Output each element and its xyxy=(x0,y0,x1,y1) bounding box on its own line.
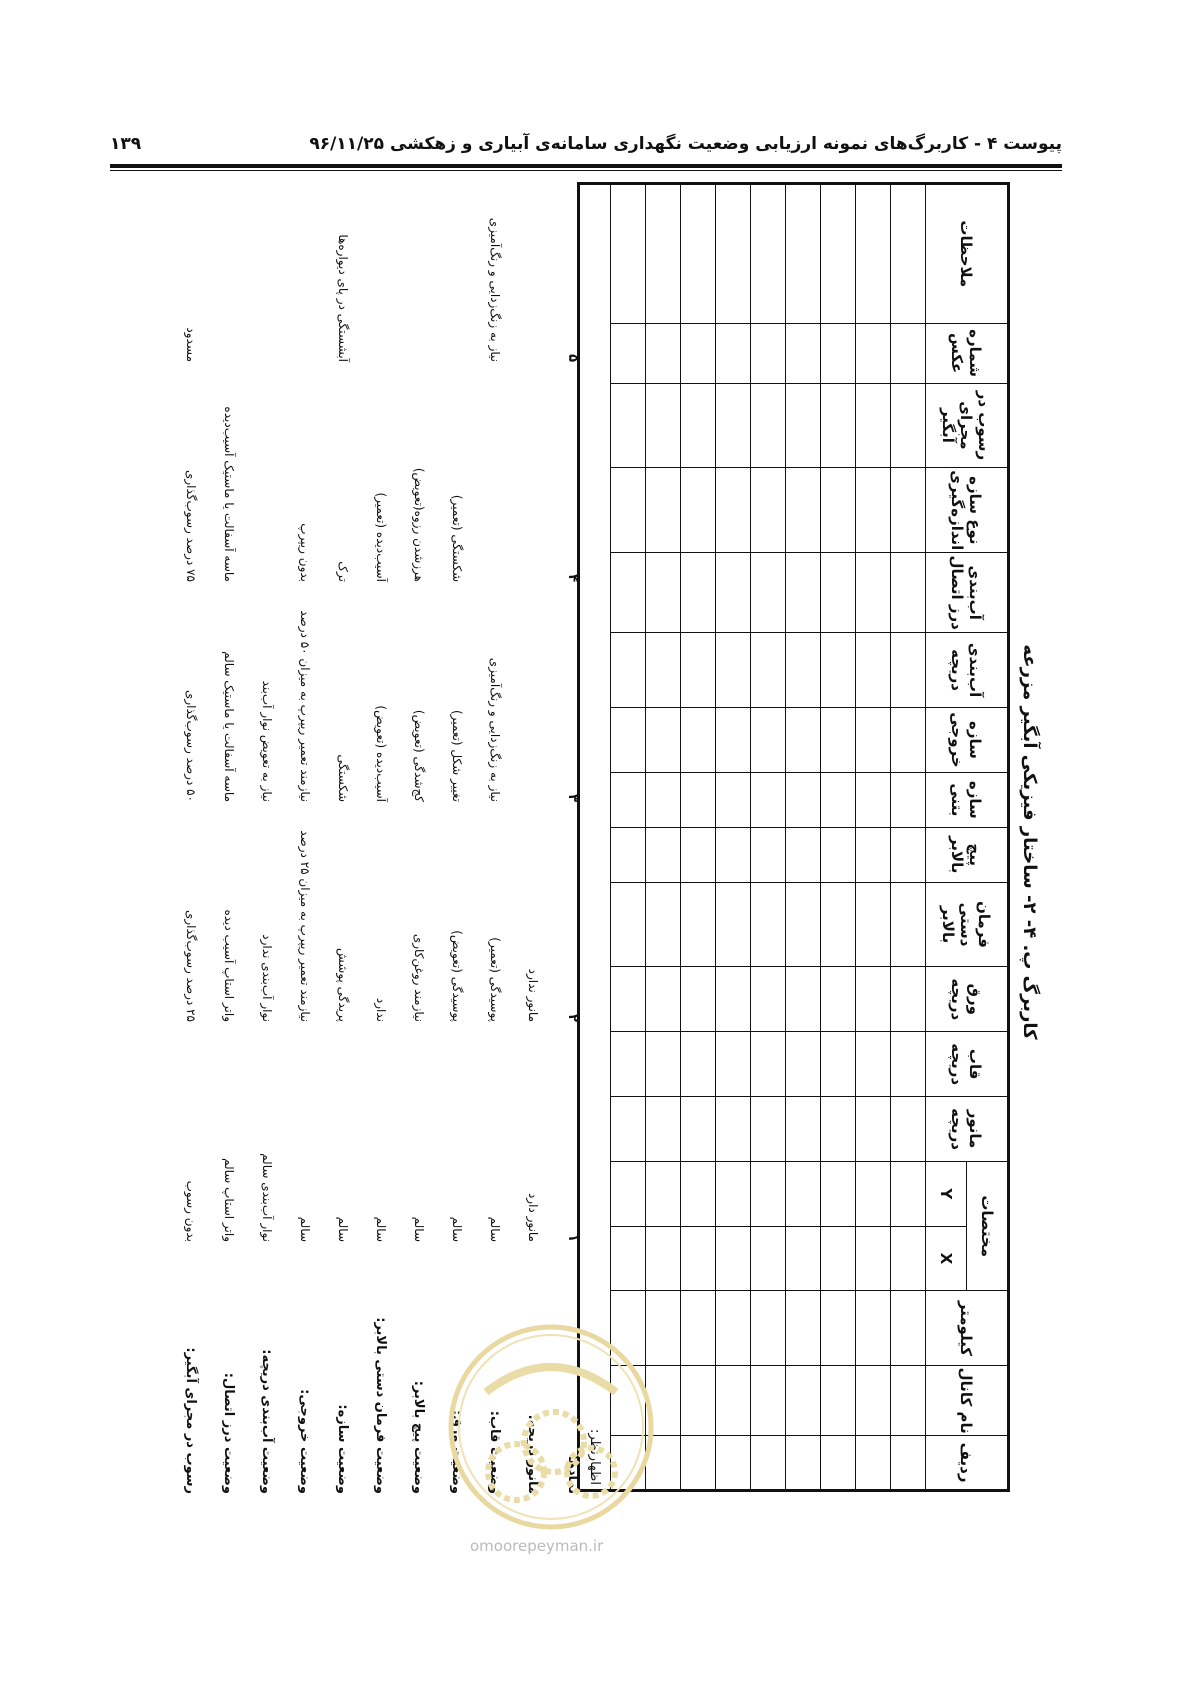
table-cell[interactable] xyxy=(891,1366,926,1436)
legend-row-label: وضعیت قاب: xyxy=(487,1410,502,1494)
legend-value: ماسه آسفالت یا ماستیک آسیب‌دیده xyxy=(222,406,236,582)
table-cell[interactable] xyxy=(751,1366,786,1436)
table-cell[interactable] xyxy=(856,1366,891,1436)
legend-value: بدون رسوب xyxy=(184,1180,198,1242)
table-cell[interactable] xyxy=(681,1226,716,1291)
legend-value: ماسه آسفالت یا ماستیک سالم xyxy=(222,651,236,802)
legend-value: آبشستگی در پای دیواره‌ها xyxy=(336,234,350,362)
legend-row xyxy=(396,182,426,1502)
legend-value: نوار آب‌بندی سالم xyxy=(260,1153,274,1242)
table-cell[interactable] xyxy=(821,882,856,967)
table-cell[interactable] xyxy=(716,1032,751,1097)
legend-value: پریدگی پوشش xyxy=(336,947,350,1022)
legend-num-5: ۵ xyxy=(565,354,580,362)
table-cell[interactable] xyxy=(681,1291,716,1366)
table-cell[interactable] xyxy=(646,184,681,324)
table-cell[interactable] xyxy=(681,882,716,967)
legend-row-label: رسوب در مجرای آبگیر: xyxy=(183,1347,198,1494)
table-cell[interactable] xyxy=(786,1097,821,1162)
table-cell[interactable] xyxy=(751,1032,786,1097)
table-cell[interactable] xyxy=(611,1097,646,1162)
table-cell[interactable] xyxy=(716,1097,751,1162)
legend-row-label: وضعیت پیچ بالابر: xyxy=(411,1380,426,1494)
table-cell[interactable] xyxy=(681,184,716,324)
legend-value: سالم xyxy=(488,1216,502,1242)
legend-value: سالم xyxy=(298,1216,312,1242)
col-canal-name: نام کانال xyxy=(926,1366,1009,1436)
table-cell[interactable] xyxy=(611,1161,646,1226)
table-cell[interactable] xyxy=(681,827,716,882)
legend-value: نیاز به تعویض نوار آب‌بند xyxy=(260,680,274,802)
table-cell[interactable] xyxy=(751,1097,786,1162)
legend-row-label: مانور دریچه: xyxy=(525,1414,540,1494)
legend-row-label: وضعیت ورق: xyxy=(449,1410,464,1494)
table-row xyxy=(611,184,646,1491)
table-cell[interactable] xyxy=(891,1032,926,1097)
table-cell[interactable] xyxy=(611,1226,646,1291)
table-cell[interactable] xyxy=(716,967,751,1032)
legend-row xyxy=(282,182,312,1502)
table-cell[interactable] xyxy=(646,468,681,553)
table-cell[interactable] xyxy=(681,553,716,633)
legend-value: ۷۵ درصد رسوب‌گذاری xyxy=(184,469,198,582)
table-cell[interactable] xyxy=(856,707,891,772)
table-cell[interactable] xyxy=(786,827,821,882)
table-cell[interactable] xyxy=(751,323,786,383)
table-cell[interactable] xyxy=(681,1032,716,1097)
legend-header xyxy=(550,182,580,1502)
table-cell[interactable] xyxy=(646,1097,681,1162)
legend-value: واتر استاپ سالم xyxy=(222,1157,236,1242)
col-measuring-structure: نوع سازه اندازه‌گیری xyxy=(926,468,1009,553)
table-cell[interactable] xyxy=(611,323,646,383)
table-cell[interactable] xyxy=(856,184,891,324)
legend-value: تغییر شکل (تعمیر) xyxy=(450,709,464,802)
table-cell[interactable] xyxy=(821,323,856,383)
table-cell[interactable] xyxy=(891,1097,926,1162)
table-cell[interactable] xyxy=(821,772,856,827)
table-cell[interactable] xyxy=(751,1161,786,1226)
table-cell[interactable] xyxy=(821,383,856,468)
table-cell[interactable] xyxy=(891,827,926,882)
page-number: ۱۳۹ xyxy=(110,134,142,154)
rotated-form xyxy=(110,182,1050,1522)
table-cell[interactable] xyxy=(786,1161,821,1226)
table-cell[interactable] xyxy=(646,553,681,633)
table-row xyxy=(891,184,926,1491)
legend-row-label: وضعیت فرمان دستی بالابر: xyxy=(373,1317,388,1494)
table-cell[interactable] xyxy=(751,633,786,708)
legend-value: سالم xyxy=(374,1216,388,1242)
table-cell[interactable] xyxy=(646,383,681,468)
page-header xyxy=(110,130,1062,166)
legend-row xyxy=(472,182,502,1502)
table-cell[interactable] xyxy=(891,184,926,324)
table-cell[interactable] xyxy=(856,383,891,468)
table-cell[interactable] xyxy=(821,1097,856,1162)
legend-value: آسیب‌دیده (تعمیر) xyxy=(374,492,388,582)
legend-value: پوسیدگی (تعویض) xyxy=(450,930,464,1022)
table-cell[interactable] xyxy=(611,383,646,468)
col-coordinates: مختصات xyxy=(967,1161,1009,1291)
table-cell[interactable] xyxy=(751,1226,786,1291)
table-cell[interactable] xyxy=(751,827,786,882)
legend-num-4: ۴ xyxy=(565,574,580,582)
table-cell[interactable] xyxy=(891,707,926,772)
table-cell[interactable] xyxy=(891,323,926,383)
table-cell[interactable] xyxy=(856,772,891,827)
legend-value: مسدود xyxy=(184,327,198,362)
table-cell[interactable] xyxy=(856,882,891,967)
legend-row-label: وضعیت سازه: xyxy=(335,1404,350,1494)
legend-num-3: ۳ xyxy=(565,794,580,802)
col-x: X xyxy=(926,1226,967,1291)
table-cell[interactable] xyxy=(751,967,786,1032)
table-cell[interactable] xyxy=(891,383,926,468)
table-cell[interactable] xyxy=(821,468,856,553)
table-cell[interactable] xyxy=(751,772,786,827)
table-cell[interactable] xyxy=(751,882,786,967)
legend-row-label: وضعیت آب‌بندی دریچه: xyxy=(259,1349,274,1494)
legend-value: نیاز به زنگ‌زدایی و رنگ‌آمیزی xyxy=(488,657,502,802)
table-cell[interactable] xyxy=(681,323,716,383)
table-cell[interactable] xyxy=(681,468,716,553)
table-cell[interactable] xyxy=(891,1161,926,1226)
table-cell[interactable] xyxy=(751,553,786,633)
table-cell[interactable] xyxy=(646,323,681,383)
table-cell[interactable] xyxy=(716,1291,751,1366)
table-cell[interactable] xyxy=(786,633,821,708)
col-kilometer: کیلومتر xyxy=(926,1291,1009,1366)
table-cell[interactable] xyxy=(821,707,856,772)
legend-header-label: نمادها xyxy=(565,1454,580,1494)
legend-value: بدون ریپرپ xyxy=(298,523,312,582)
table-cell[interactable] xyxy=(716,323,751,383)
table-cell[interactable] xyxy=(681,967,716,1032)
remarks-row xyxy=(579,184,611,1491)
col-gate-plate: ورق دریچه xyxy=(926,967,1009,1032)
legend-row-label: وضعیت درز اتصال: xyxy=(221,1372,236,1494)
table-cell[interactable] xyxy=(856,1032,891,1097)
table-cell[interactable] xyxy=(821,1366,856,1436)
table-cell[interactable] xyxy=(646,882,681,967)
col-row-number: ردیف xyxy=(926,1436,1009,1491)
legend-row xyxy=(206,182,236,1502)
legend-value: نیازمند تعمیر ریپرپ به میزان ۵۰ درصد xyxy=(298,610,312,802)
table-cell[interactable] xyxy=(681,383,716,468)
table-cell[interactable] xyxy=(681,772,716,827)
watermark-site: omoorepeyman.ir xyxy=(470,1537,604,1555)
table-cell[interactable] xyxy=(716,468,751,553)
table-cell[interactable] xyxy=(821,1032,856,1097)
legend-value: ۲۵ درصد رسوب‌گذاری xyxy=(184,909,198,1022)
col-lift-screw: پیچ بالابر xyxy=(926,827,1009,882)
table-cell[interactable] xyxy=(786,323,821,383)
table-cell[interactable] xyxy=(786,1366,821,1436)
table-cell[interactable] xyxy=(821,1436,856,1491)
table-cell[interactable] xyxy=(716,553,751,633)
table-cell[interactable] xyxy=(751,383,786,468)
table-cell[interactable] xyxy=(891,1226,926,1291)
table-cell[interactable] xyxy=(716,633,751,708)
legend-row xyxy=(320,182,350,1502)
table-cell[interactable] xyxy=(681,1366,716,1436)
legend-value: نوار آب‌بندی ندارد xyxy=(260,934,274,1022)
table-cell[interactable] xyxy=(891,882,926,967)
col-joint-seal: آب‌بندی درز اتصال xyxy=(926,553,1009,633)
legend-row xyxy=(358,182,388,1502)
table-row xyxy=(751,184,786,1491)
table-cell[interactable] xyxy=(786,967,821,1032)
legend-row xyxy=(510,182,540,1502)
table-cell[interactable] xyxy=(716,707,751,772)
col-remarks: ملاحظات xyxy=(926,184,1009,324)
table-cell[interactable] xyxy=(681,707,716,772)
col-outlet-structure: سازه خروجی xyxy=(926,707,1009,772)
legend-value: هرزشدن رزوه(تعویض) xyxy=(412,467,426,582)
legend-value: ۵۰ درصد رسوب‌گذاری xyxy=(184,689,198,802)
legend-value: نیازمند روغن‌کاری xyxy=(412,933,426,1022)
table-cell[interactable] xyxy=(646,1226,681,1291)
table-cell[interactable] xyxy=(786,553,821,633)
table-cell[interactable] xyxy=(856,468,891,553)
table-cell[interactable] xyxy=(856,1291,891,1366)
table-cell[interactable] xyxy=(786,184,821,324)
table-cell[interactable] xyxy=(891,468,926,553)
table-cell[interactable] xyxy=(786,1291,821,1366)
table-cell[interactable] xyxy=(856,827,891,882)
table-cell[interactable] xyxy=(681,1161,716,1226)
table-cell[interactable] xyxy=(821,967,856,1032)
table-cell[interactable] xyxy=(821,1226,856,1291)
table-row xyxy=(646,184,681,1491)
col-sediment: رسوب در مجرای آبگیر xyxy=(926,383,1009,468)
table-cell[interactable] xyxy=(611,468,646,553)
table-cell[interactable] xyxy=(856,553,891,633)
legend-value: سالم xyxy=(450,1216,464,1242)
table-cell[interactable] xyxy=(611,1032,646,1097)
table-cell[interactable] xyxy=(646,967,681,1032)
legend-row xyxy=(434,182,464,1502)
table-cell[interactable] xyxy=(856,323,891,383)
table-cell[interactable] xyxy=(856,967,891,1032)
table-cell[interactable] xyxy=(646,772,681,827)
legend-row-label: وضعیت خروجی: xyxy=(297,1389,312,1494)
legend-value: ترک xyxy=(336,561,350,582)
col-gate-maneuver: مانور دریچه xyxy=(926,1097,1009,1162)
legend-row xyxy=(244,182,274,1502)
table-cell[interactable] xyxy=(646,633,681,708)
table-cell[interactable] xyxy=(716,1436,751,1491)
table-cell[interactable] xyxy=(611,633,646,708)
legend xyxy=(150,182,580,1502)
legend-num-1: ۱ xyxy=(565,1234,580,1242)
table-cell[interactable] xyxy=(856,1097,891,1162)
table-cell[interactable] xyxy=(646,1032,681,1097)
table-cell[interactable] xyxy=(646,707,681,772)
table-cell[interactable] xyxy=(821,633,856,708)
legend-value: واتر استاپ آسیب دیده xyxy=(222,909,236,1022)
legend-value: شکستگی (تعمیر) xyxy=(450,494,464,582)
col-gate-seal: آب‌بندی دریچه xyxy=(926,633,1009,708)
table-cell[interactable] xyxy=(681,1097,716,1162)
table-cell[interactable] xyxy=(856,1161,891,1226)
legend-value: مانور دارد xyxy=(526,1192,540,1242)
table-cell[interactable] xyxy=(716,1226,751,1291)
col-photo-number: شماره عکس xyxy=(926,323,1009,383)
table-cell[interactable] xyxy=(786,772,821,827)
table-cell[interactable] xyxy=(611,707,646,772)
table-cell[interactable] xyxy=(821,827,856,882)
legend-value: کج‌شدگی (تعویض) xyxy=(412,709,426,802)
table-cell[interactable] xyxy=(786,707,821,772)
table-row xyxy=(856,184,891,1491)
table-cell[interactable] xyxy=(821,553,856,633)
table-cell[interactable] xyxy=(611,827,646,882)
table-cell[interactable] xyxy=(786,1226,821,1291)
table-cell[interactable] xyxy=(716,1366,751,1436)
table-row xyxy=(681,184,716,1491)
table-cell[interactable] xyxy=(786,1032,821,1097)
table-cell[interactable] xyxy=(786,383,821,468)
table-cell[interactable] xyxy=(751,707,786,772)
remarks-label[interactable]: اظهارنظر: xyxy=(579,184,611,1491)
table-cell[interactable] xyxy=(716,827,751,882)
col-gate-frame: قاب دریچه xyxy=(926,1032,1009,1097)
table-cell[interactable] xyxy=(891,1291,926,1366)
inspection-table xyxy=(577,182,1010,1492)
col-hand-wheel: فرمان دستی بالابر xyxy=(926,882,1009,967)
table-cell[interactable] xyxy=(821,1161,856,1226)
table-cell[interactable] xyxy=(611,967,646,1032)
legend-value: سالم xyxy=(336,1216,350,1242)
header-rule-thick xyxy=(110,164,1062,168)
table-cell[interactable] xyxy=(646,1161,681,1226)
header-rule-thin xyxy=(110,170,1062,171)
legend-value: سالم xyxy=(412,1216,426,1242)
running-title: پیوست ۴ - کاربرگ‌های نمونه ارزیابی وضعیت نگهداری سامانه‌ی آبیاری و زهکشی ۹۶/۱۱/۲۵ xyxy=(309,134,1062,154)
watermark-seal-icon xyxy=(446,1322,656,1532)
table-row xyxy=(786,184,821,1491)
legend-value: ندارد xyxy=(374,997,388,1022)
table-cell[interactable] xyxy=(751,184,786,324)
table-cell[interactable] xyxy=(891,1436,926,1491)
table-cell[interactable] xyxy=(856,633,891,708)
table-cell[interactable] xyxy=(856,1436,891,1491)
table-cell[interactable] xyxy=(856,1226,891,1291)
legend-value: مانور ندارد xyxy=(526,968,540,1022)
table-cell[interactable] xyxy=(786,468,821,553)
table-cell[interactable] xyxy=(681,633,716,708)
legend-value: آسیب‌دیده (تعویض) xyxy=(374,705,388,802)
table-cell[interactable] xyxy=(751,1291,786,1366)
table-body xyxy=(579,184,926,1491)
table-cell[interactable] xyxy=(611,772,646,827)
table-cell[interactable] xyxy=(716,882,751,967)
table-cell[interactable] xyxy=(611,184,646,324)
form-title: کاربرگ پ. ۴- ۲- ساختار فیزیکی آبگیر مزرعه xyxy=(1019,644,1040,1040)
table-cell[interactable] xyxy=(681,1436,716,1491)
table-row xyxy=(821,184,856,1491)
table-cell[interactable] xyxy=(611,553,646,633)
col-y: Y xyxy=(926,1161,967,1226)
legend-row xyxy=(168,182,198,1502)
table-cell[interactable] xyxy=(716,1161,751,1226)
table-cell[interactable] xyxy=(751,1436,786,1491)
table-cell[interactable] xyxy=(821,184,856,324)
table-cell[interactable] xyxy=(821,1291,856,1366)
table-cell[interactable] xyxy=(611,882,646,967)
legend-value: پوسیدگی (تعمیر) xyxy=(488,937,502,1022)
legend-value: شکستگی xyxy=(336,754,350,802)
legend-value: نیاز به زنگ‌زدایی و رنگ‌آمیزی xyxy=(488,217,502,362)
table-cell[interactable] xyxy=(891,967,926,1032)
table-cell[interactable] xyxy=(716,383,751,468)
table-cell[interactable] xyxy=(716,772,751,827)
table-row xyxy=(716,184,751,1491)
table-cell[interactable] xyxy=(891,553,926,633)
table-cell[interactable] xyxy=(646,827,681,882)
table-cell[interactable] xyxy=(716,184,751,324)
table-cell[interactable] xyxy=(891,633,926,708)
legend-num-2: ۲ xyxy=(565,1014,580,1022)
table-cell[interactable] xyxy=(751,468,786,553)
table-cell[interactable] xyxy=(891,772,926,827)
legend-value: نیازمند تعمیر ریپرپ به میزان ۲۵ درصد xyxy=(298,830,312,1022)
col-concrete-structure: سازه بتنی xyxy=(926,772,1009,827)
table-cell[interactable] xyxy=(786,1436,821,1491)
table-cell[interactable] xyxy=(786,882,821,967)
